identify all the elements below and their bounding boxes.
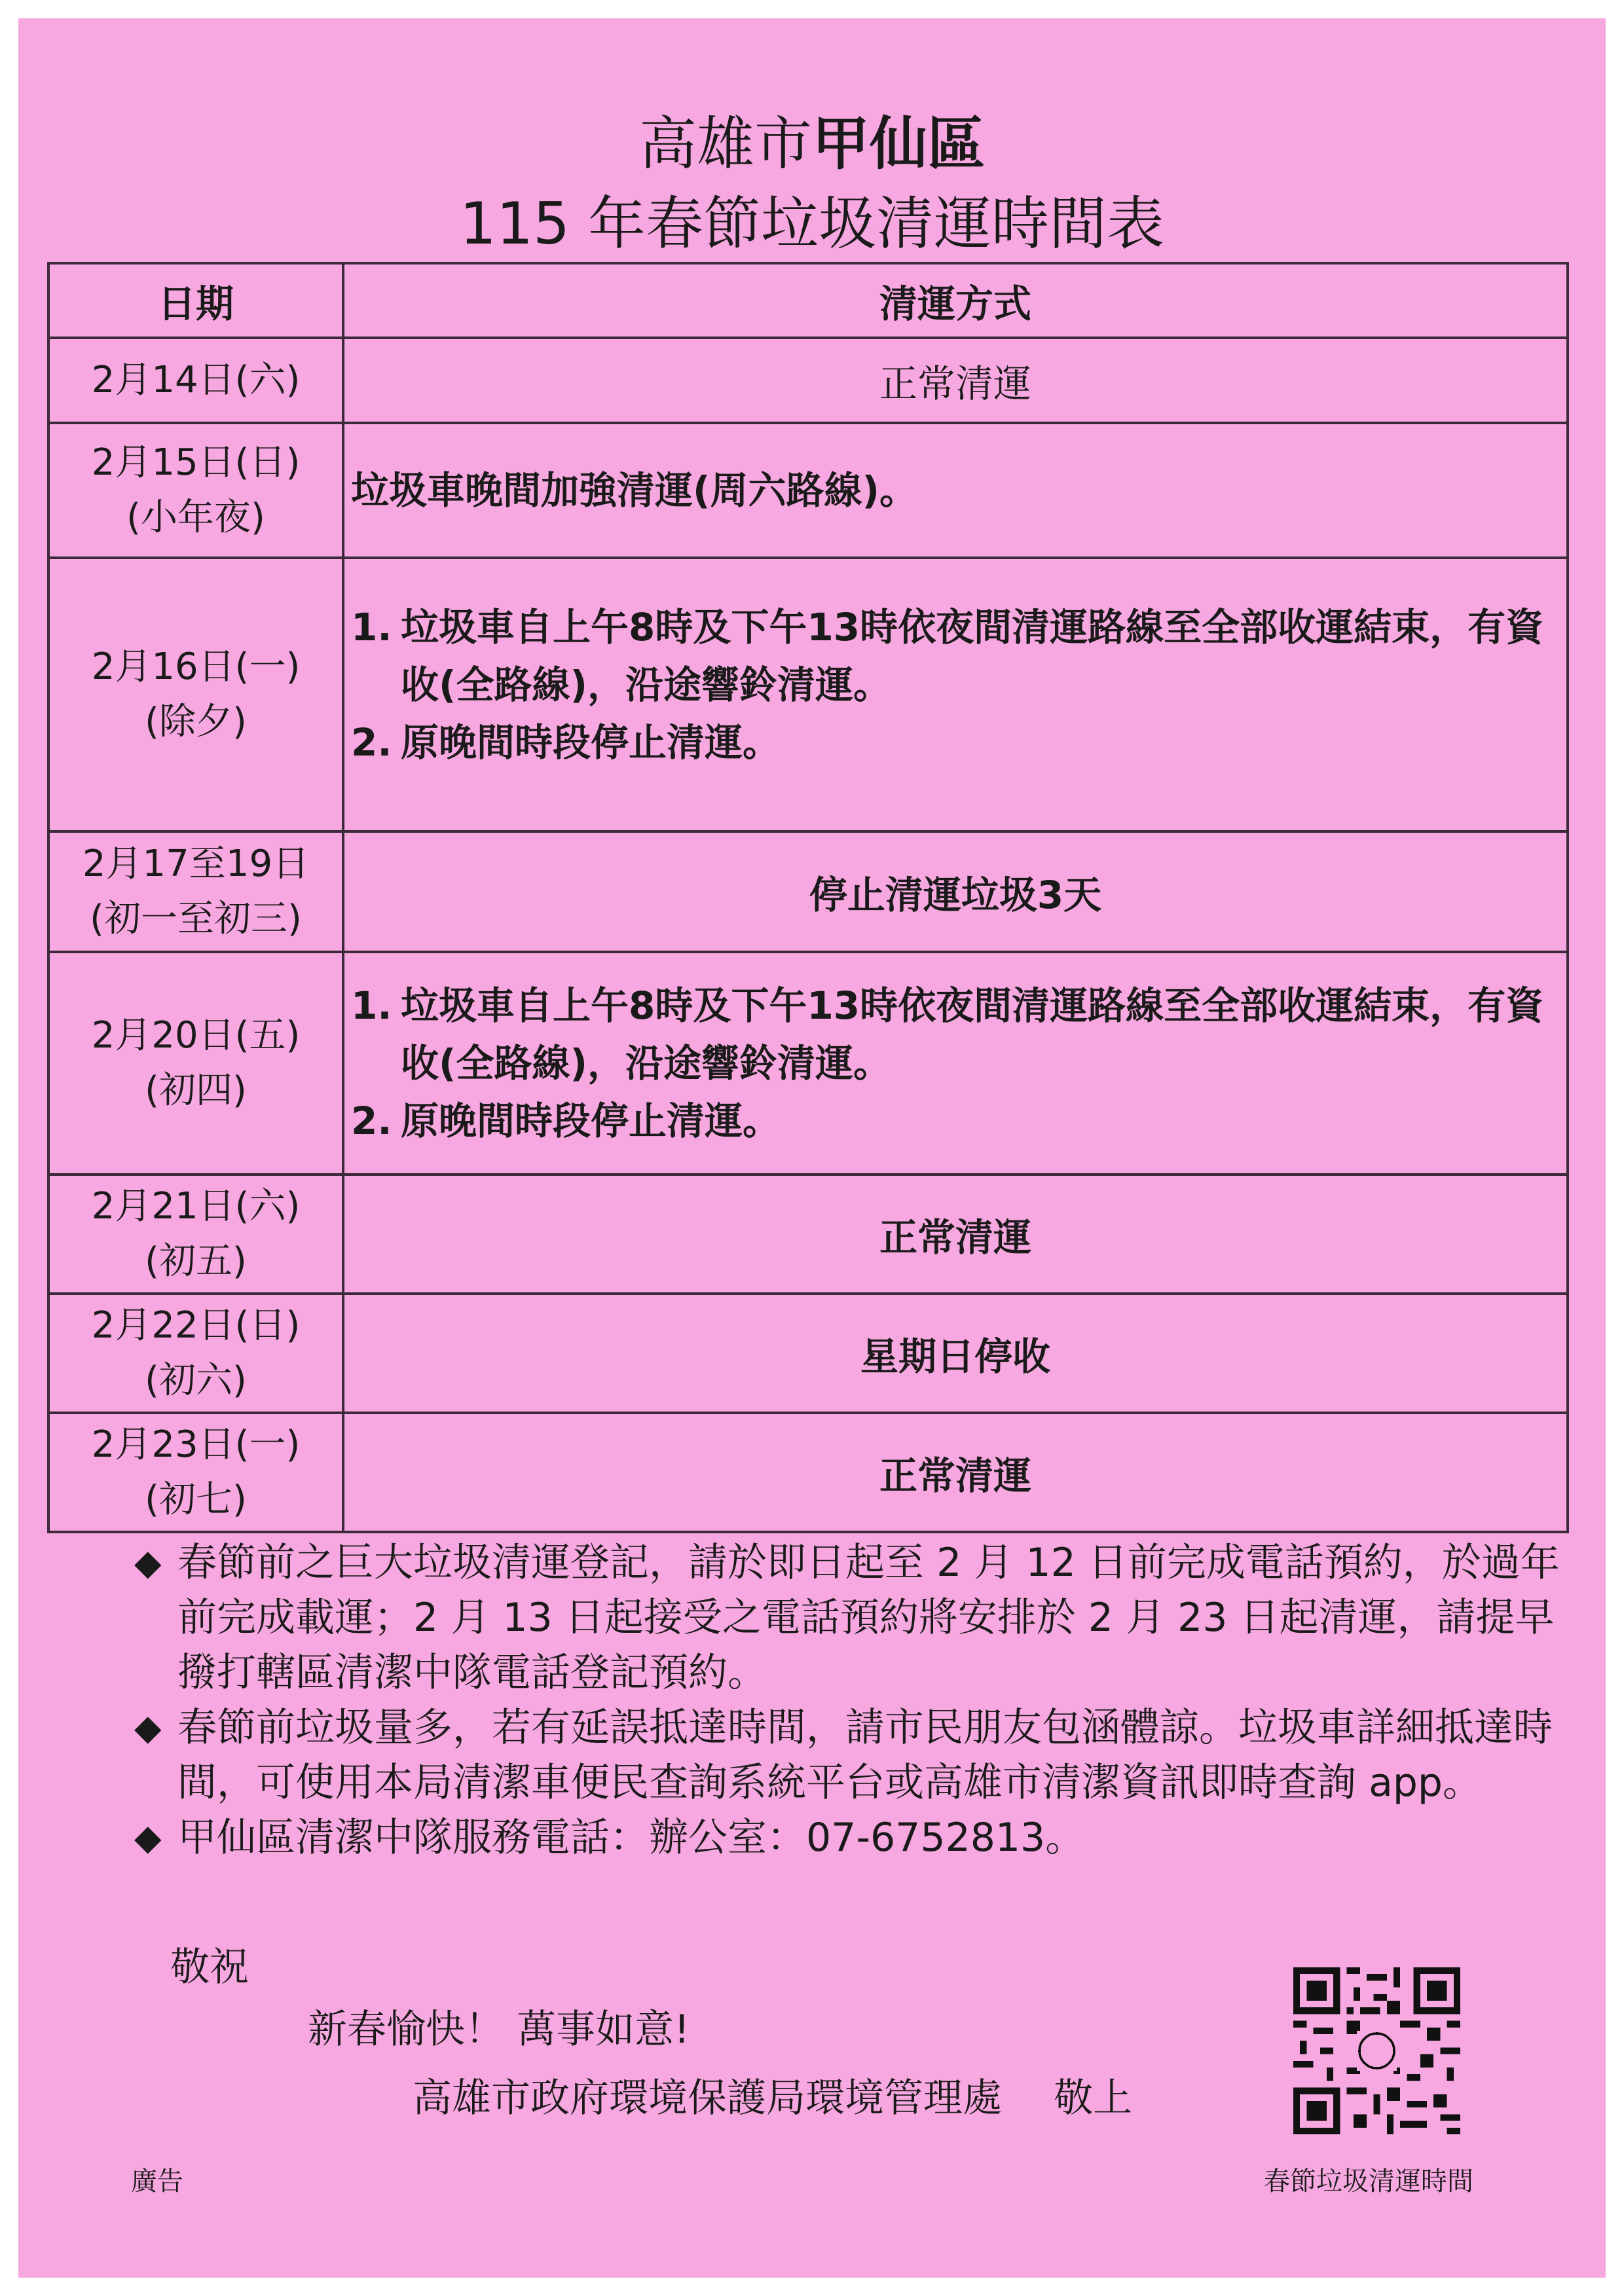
method-item: 1. 垃圾車自上午8時及下午13時依夜間清運路線至全部收運結束，有資收(全路線)，沿途響鈴清運。 [351,983,1544,1085]
note-item: ◆ 春節前之巨大垃圾清運登記，請於即日起至 2 月 12 日前完成電話預約，於過年前完成載運；2 月 13 日起接受之電話預約將安排於 2 月 23 日起清運，請提早撥打轄區清潔中隊電話登記預約。 [134,1535,1568,1700]
table-row [48,423,1568,558]
method-cell: 垃圾車晚間加強清運(周六路線)。 [343,423,1568,558]
title-schedule: 115 年春節垃圾清運時間表 [460,190,1164,257]
method-item: 2. 原晚間時段停止清運。 [351,720,781,765]
method-cell: 正常清運 [343,1175,1568,1294]
table-header-row [48,263,1568,338]
method-cell: 星期日停收 [343,1294,1568,1413]
header-method: 清運方式 [343,263,1568,338]
date-cell: 2月14日(六) [48,338,343,423]
title-district: 高雄市甲仙區 [638,110,986,177]
qr-code-icon[interactable] [1293,1967,1460,2134]
table-row [48,1175,1568,1294]
notes-section [134,1535,1568,1865]
schedule-table [47,262,1569,1533]
date-cell: 2月21日(六) (初五) [48,1175,343,1294]
table-row [48,338,1568,423]
table-row [48,952,1568,1175]
date-cell: 2月22日(日) (初六) [48,1294,343,1413]
diamond-bullet-icon: ◆ [134,1542,162,1583]
diamond-bullet-icon: ◆ [134,1817,162,1858]
note-item: ◆ 甲仙區清潔中隊服務電話：辦公室：07-6752813。 [134,1810,1568,1865]
method-cell [343,952,1568,1175]
date-cell: 2月20日(五) (初四) [48,952,343,1175]
table-row [48,558,1568,831]
qr-caption: 春節垃圾清運時間 [1264,2166,1473,2196]
method-cell [343,558,1568,831]
date-cell: 2月16日(一) (除夕) [48,558,343,831]
table-row [48,831,1568,952]
date-cell: 2月23日(一) (初七) [48,1413,343,1532]
closing-respectfully: 敬祝 [170,1944,249,1990]
closing-greeting: 新春愉快！ 萬事如意! [308,2007,690,2052]
diamond-bullet-icon: ◆ [134,1707,162,1748]
method-cell: 停止清運垃圾3天 [343,831,1568,952]
date-cell: 2月17至19日 (初一至初三) [48,831,343,952]
header-date: 日期 [48,263,343,338]
note-item: ◆ 春節前垃圾量多，若有延誤抵達時間，請市民朋友包涵體諒。垃圾車詳細抵達時間，可使用本局清潔車便民查詢系統平台或高雄市清潔資訊即時查詢 app。 [134,1700,1568,1810]
table-row [48,1413,1568,1532]
closing-signature: 高雄市政府環境保護局環境管理處 敬上 [413,2075,1133,2121]
method-item: 1. 垃圾車自上午8時及下午13時依夜間清運路線至全部收運結束，有資收(全路線)，沿途響鈴清運。 [351,605,1544,707]
method-cell: 正常清運 [343,1413,1568,1532]
ad-label: 廣告 [131,2166,183,2196]
date-cell: 2月15日(日) (小年夜) [48,423,343,558]
table-row [48,1294,1568,1413]
method-cell: 正常清運 [343,338,1568,423]
method-item: 2. 原晚間時段停止清運。 [351,1099,781,1143]
